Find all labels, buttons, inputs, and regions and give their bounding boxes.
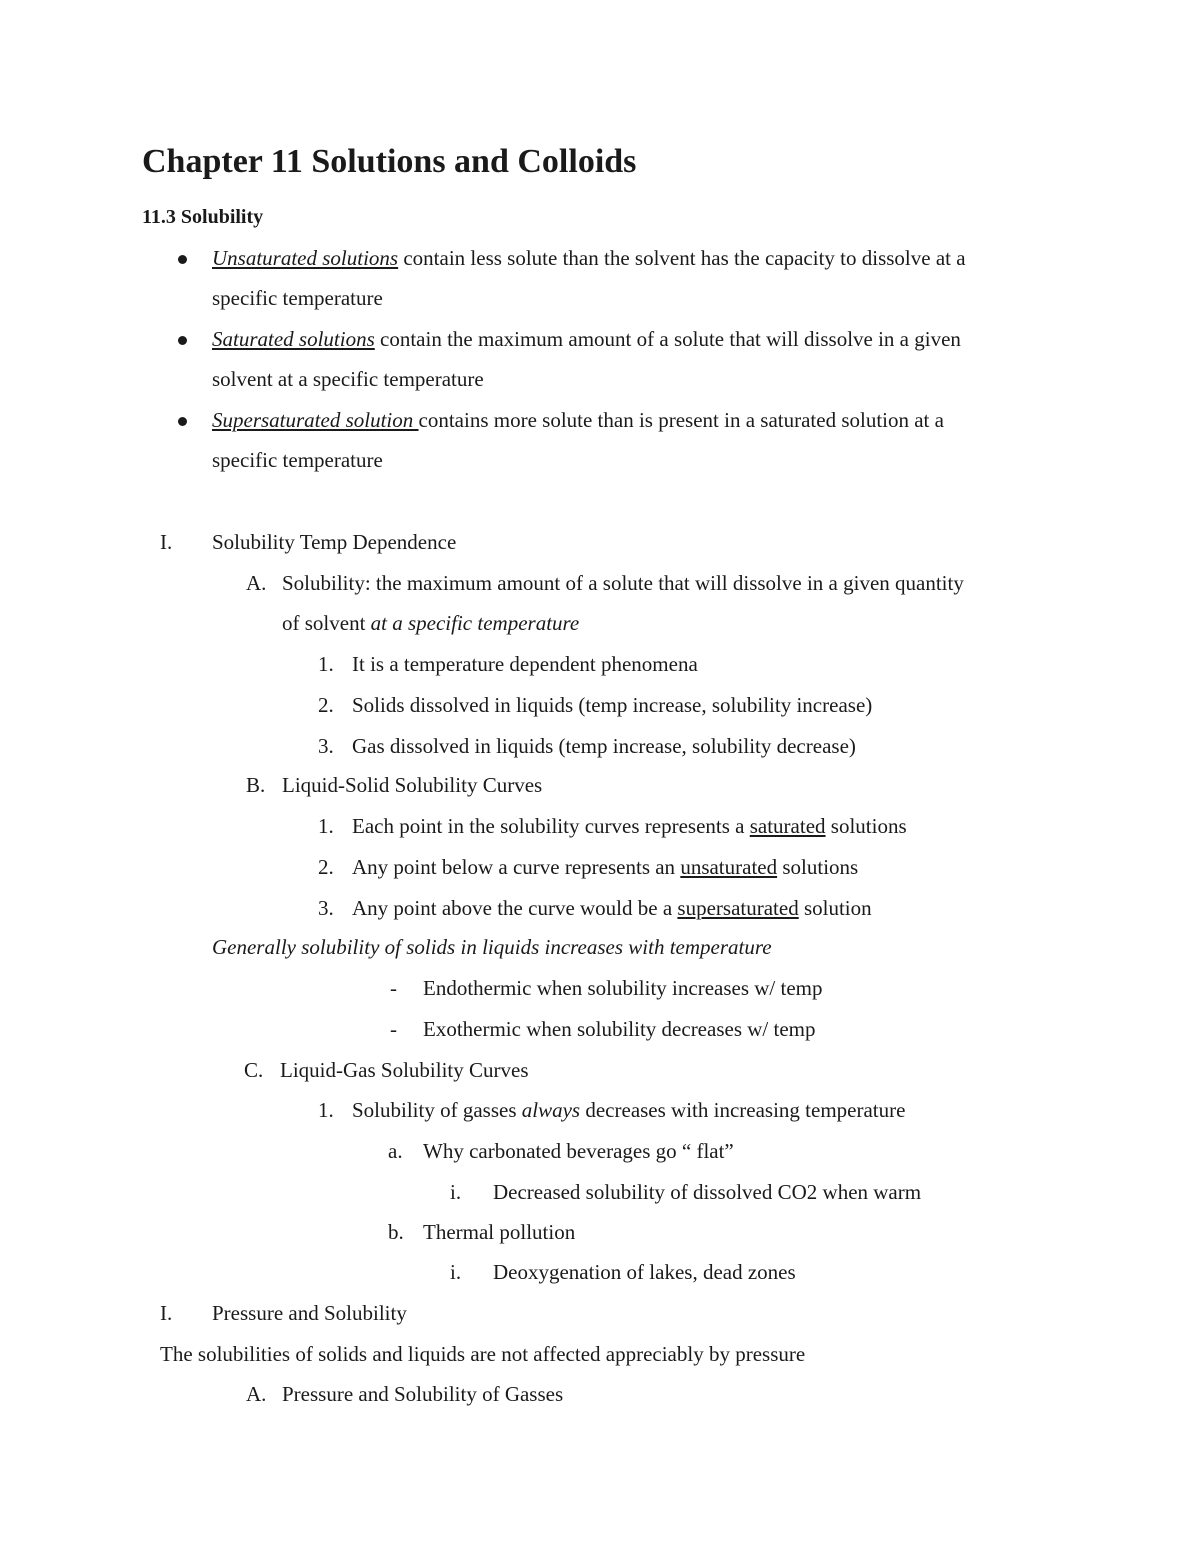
bullet-text-cont: specific temperature [212,286,383,310]
outline-item: Solids dissolved in liquids (temp increase, solubility increase) [352,693,873,717]
outline-item [352,853,858,881]
outline-text-plain: of solvent [282,611,371,635]
item-italic: always [521,1098,581,1122]
outline-item: Deoxygenation of lakes, dead zones [493,1260,796,1284]
dash-item: Exothermic when solubility decreases w/ temp [423,1017,816,1041]
item-underlined: unsaturated [680,855,778,879]
bullet-text: contain the maximum amount of a solute that will dissolve in a given [374,327,961,351]
item-text: Solubility of gasses [352,1098,522,1122]
outline-text: Liquid-Solid Solubility Curves [282,773,543,797]
outline-item: Why carbonated beverages go “ flat” [423,1139,734,1163]
outline-marker: 1. [318,814,334,838]
item-text: Any point above the curve would be a [352,896,678,920]
item-text: decreases with increasing temperature [580,1098,906,1122]
outline-marker: I. [160,1301,173,1325]
term-saturated: Saturated solutions [212,327,375,351]
item-underlined: saturated [749,814,826,838]
outline-marker: 3. [318,734,334,758]
bullet-text: contain less solute than the solvent has the capacity to dissolve at a [398,246,966,270]
outline-text: Liquid-Gas Solubility Curves [280,1058,529,1082]
outline-marker: a. [388,1139,403,1163]
outline-marker: 1. [318,1098,334,1122]
outline-item: Gas dissolved in liquids (temp increase, solubility decrease) [352,734,856,758]
item-text: Each point in the solubility curves represents a [352,814,750,838]
outline-marker: i. [450,1180,462,1204]
bullet-text-cont: specific temperature [212,448,383,472]
pressure-note: The solubilities of solids and liquids are not affected appreciably by pressure [160,1342,806,1366]
outline-item [352,894,872,922]
italic-note: Generally solubility of solids in liquids increases with temperature [212,935,772,959]
item-text: solution [798,896,872,920]
outline-marker: C. [244,1058,264,1082]
section-heading: 11.3 Solubility [142,206,264,228]
bullet-icon [178,255,187,264]
outline-text: Solubility: the maximum amount of a solute that will dissolve in a given quantity [282,571,964,595]
outline-item: Thermal pollution [423,1220,576,1244]
outline-marker: 2. [318,693,334,717]
outline-item: It is a temperature dependent phenomena [352,652,698,676]
outline-heading: Pressure and Solubility [212,1301,407,1325]
dash-marker: - [390,976,397,1000]
outline-item [352,1096,905,1124]
outline-text: Pressure and Solubility of Gasses [282,1382,564,1406]
term-unsaturated: Unsaturated solutions [212,246,399,270]
item-text: solutions [777,855,859,879]
item-text: Any point below a curve represents an [352,855,681,879]
outline-marker: A. [246,571,267,595]
outline-marker: 1. [318,652,334,676]
bullet-icon [178,336,187,345]
outline-marker: A. [246,1382,267,1406]
bullet-line [212,325,961,353]
term-supersaturated: Supersaturated solution [212,408,419,432]
outline-text-cont [282,609,579,637]
outline-item: Decreased solubility of dissolved CO2 when warm [493,1180,922,1204]
bullet-text: contains more solute than is present in a saturated solution at a [418,408,944,432]
item-underlined: supersaturated [677,896,799,920]
outline-marker: 3. [318,896,334,920]
outline-text-italic: at a specific temperature [370,611,580,635]
page-title: Chapter 11 Solutions and Colloids [142,143,637,180]
dash-marker: - [390,1017,397,1041]
item-text: solutions [825,814,907,838]
bullet-text-cont: solvent at a specific temperature [212,367,484,391]
outline-marker: I. [160,530,173,554]
bullet-line [212,244,966,272]
outline-marker: B. [246,773,266,797]
bullet-line [212,406,944,434]
bullet-icon [178,417,187,426]
dash-item: Endothermic when solubility increases w/ temp [423,976,823,1000]
outline-heading: Solubility Temp Dependence [212,530,457,554]
outline-item [352,812,907,840]
outline-marker: i. [450,1260,462,1284]
outline-marker: b. [388,1220,404,1244]
outline-marker: 2. [318,855,334,879]
